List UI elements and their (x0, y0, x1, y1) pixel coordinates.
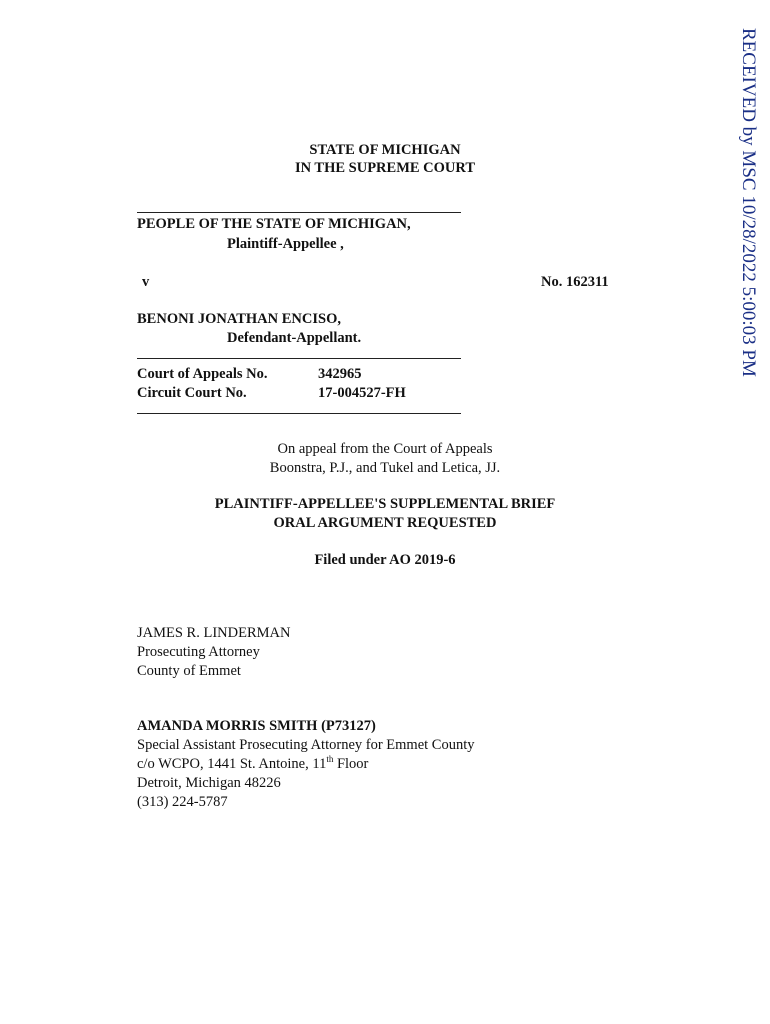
plaintiff-name: PEOPLE OF THE STATE OF MICHIGAN, (137, 216, 411, 232)
defendant-name: BENONI JONATHAN ENCISO, (137, 311, 341, 327)
received-stamp: RECEIVED by MSC 10/28/2022 5:00:03 PM (738, 28, 759, 377)
prosecutor-county: County of Emmet (137, 663, 241, 679)
filed-under: Filed under AO 2019-6 (314, 552, 456, 568)
caption-bottom-rule (137, 413, 461, 414)
circuit-label: Circuit Court No. (137, 385, 247, 401)
attorney-address-line-2: Detroit, Michigan 48226 (137, 775, 281, 791)
case-number: No. 162311 (541, 274, 609, 290)
ordinal-suffix: th (326, 754, 334, 765)
circuit-number: 17-004527-FH (318, 385, 406, 401)
address-street: c/o WCPO, 1441 St. Antoine, 11 (137, 756, 327, 772)
appeal-line-1: On appeal from the Court of Appeals (277, 441, 493, 457)
defendant-role: Defendant-Appellant. (227, 330, 362, 346)
brief-title: PLAINTIFF-APPELLEE'S SUPPLEMENTAL BRIEF (214, 496, 556, 512)
attorney-name: AMANDA MORRIS SMITH (P73127) (137, 718, 376, 734)
plaintiff-role: Plaintiff-Appellee , (227, 236, 344, 252)
attorney-phone: (313) 224-5787 (137, 794, 228, 810)
coa-number: 342965 (318, 366, 362, 382)
state-heading: STATE OF MICHIGAN (309, 142, 461, 158)
prosecutor-title: Prosecuting Attorney (137, 644, 260, 660)
attorney-address-line-1 (137, 755, 368, 774)
court-heading: IN THE SUPREME COURT (294, 160, 476, 176)
appeal-line-2: Boonstra, P.J., and Tukel and Letica, JJ. (269, 460, 501, 476)
prosecutor-name: JAMES R. LINDERMAN (137, 625, 291, 641)
attorney-title: Special Assistant Prosecuting Attorney for Emmet County (137, 737, 475, 753)
caption-top-rule (137, 212, 461, 213)
oral-argument-requested: ORAL ARGUMENT REQUESTED (273, 515, 497, 531)
versus-label: v (142, 274, 150, 290)
address-floor: Floor (333, 756, 369, 772)
caption-middle-rule (137, 358, 461, 359)
coa-label: Court of Appeals No. (137, 366, 268, 382)
